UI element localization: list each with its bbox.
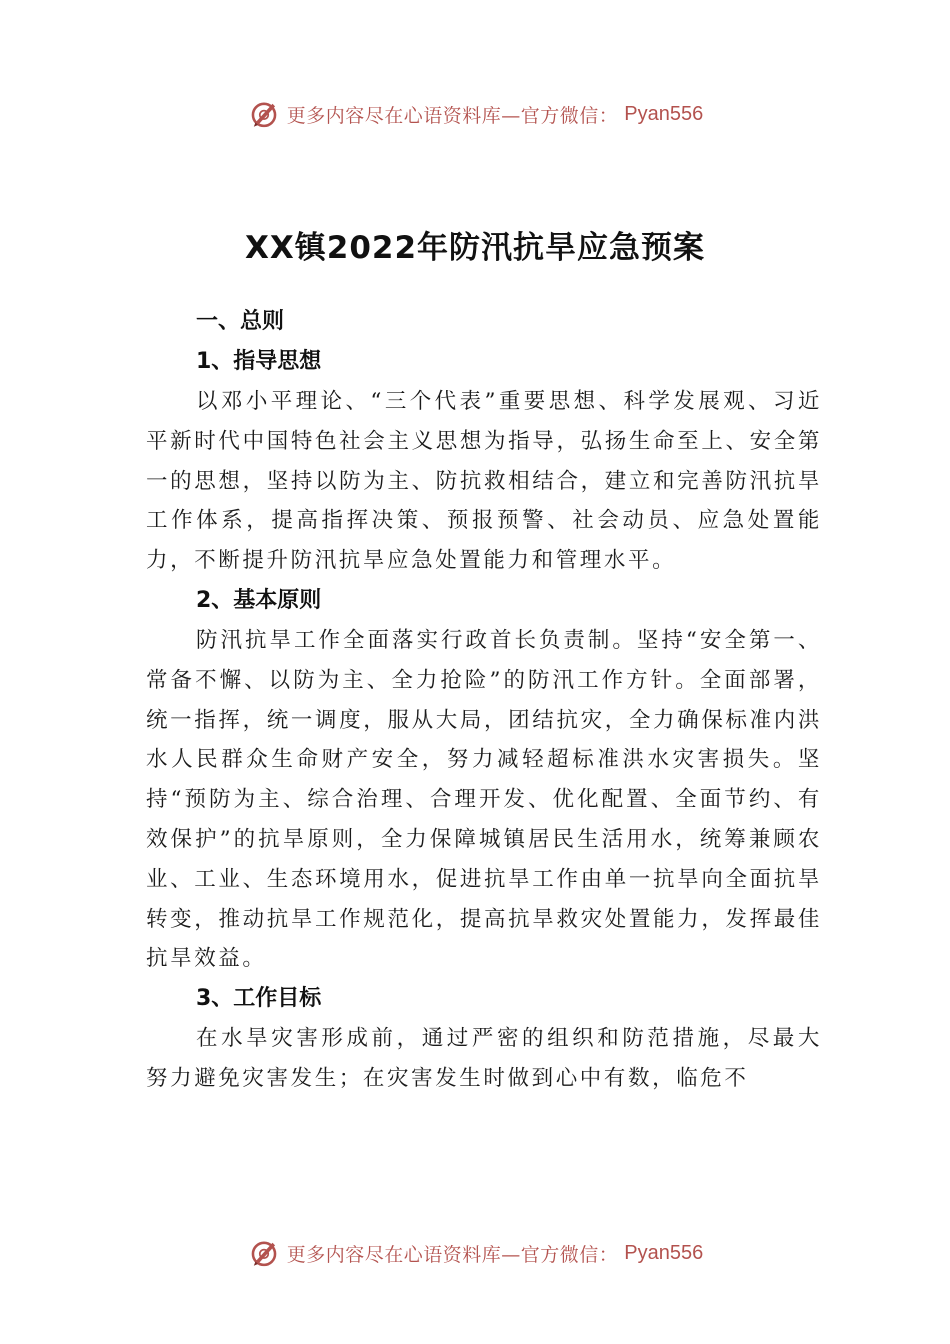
subsection-heading-guiding-ideology: 1、指导思想 [196, 349, 322, 374]
paragraph-basic-principles: 防汛抗旱工作全面落实行政首长负责制。坚持“安全第一、常备不懈、以防为主、全力抢险”的防汛工作方针。全面部署，统一指挥，统一调度，服从大局，团结抗灾，全力确保标准内洪水人民群众生命财产安全，努力减轻超标准洪水灾害损失。坚持“预防为主、综合治理、合理开发、优化配置、全面节约、有效保护”的抗旱原则，全力保障城镇居民生活用水，统筹兼顾农业、工业、生态环境用水，促进抗旱工作由单一抗旱向全面抗旱转变，推动抗旱工作规范化，提高抗旱救灾处置能力，发挥最佳抗旱效益。 [146, 627, 822, 972]
document-body [146, 302, 822, 1099]
subsection-heading-basic-principles: 2、基本原则 [196, 587, 322, 613]
paragraph-work-goals: 在水旱灾害形成前，通过严密的组织和防范措施，尽最大努力避免灾害发生；在灾害发生时做到心中有数，临危不 [146, 1026, 822, 1091]
banner-tagline: 更多内容尽在心语资料库—官方微信： [286, 104, 619, 127]
footer-banner [0, 1233, 950, 1273]
paragraph-guiding-ideology: 以邓小平理论、“三个代表”重要思想、科学发展观、习近平新时代中国特色社会主义思想为指导，弘扬生命至上、安全第一的思想，坚持以防为主、防抗救相结合，建立和完善防汛抗旱工作体系，提高指挥决策、预报预警、社会动员、应急处置能力，不断提升防汛抗旱应急处置能力和管理水平。 [146, 389, 822, 574]
banner-wechat-handle: Pyan556 [624, 102, 704, 125]
document-title: XX镇2022年防汛抗旱应急预案 [244, 230, 706, 266]
banner-tagline: 更多内容尽在心语资料库—官方微信： [286, 1243, 619, 1266]
pen-circle-icon [247, 1236, 281, 1270]
pen-circle-icon [247, 97, 281, 131]
section-heading-general: 一、总则 [196, 309, 285, 334]
subsection-heading-work-goals: 3、工作目标 [196, 986, 322, 1012]
header-banner [0, 94, 950, 134]
banner-wechat-handle: Pyan556 [624, 1241, 704, 1264]
